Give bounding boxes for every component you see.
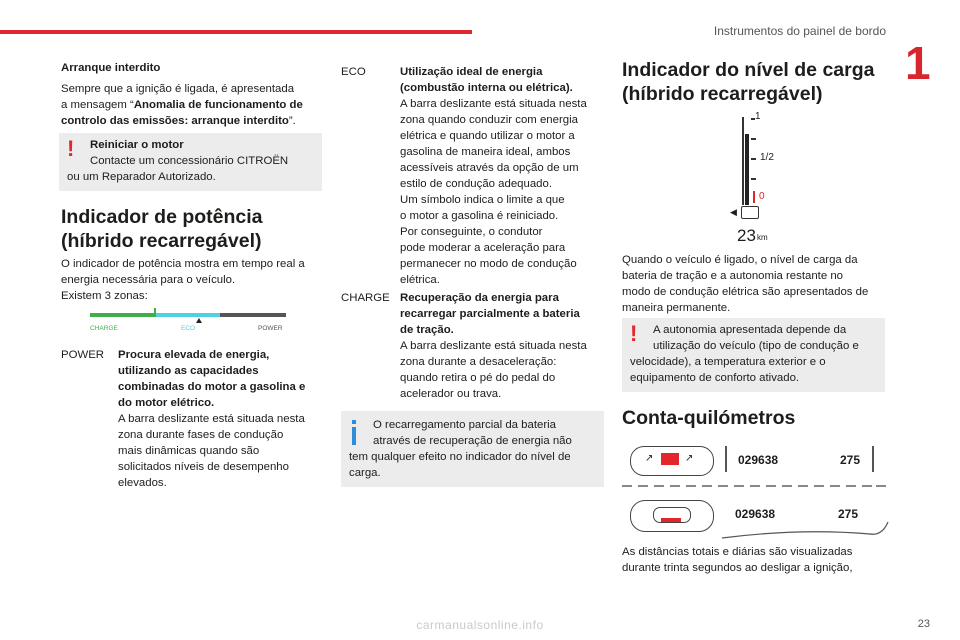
autonomy-warn-3: velocidade), a temperatura exterior e o [630,356,826,368]
power-desc-2: zona durante fases de condução [118,429,284,441]
charge-desc-4: acelerador ou trava. [400,388,502,400]
dash-separator [734,485,744,487]
info-line-1: O recarregamento parcial da bateria [373,419,556,431]
eco-line: elétrica. [400,274,440,286]
dash-separator [638,485,648,487]
range-unit: km [757,233,768,242]
eco-term: ECO [341,66,366,78]
gauge-tick [751,178,756,180]
carga-line-3: modo de condução elétrica são apresentados de [622,286,869,298]
gauge-label-zero: 0 [759,191,765,202]
dash-separator [654,485,664,487]
carga-line-4: maneira permanente. [622,302,731,314]
gauge-label-charge: CHARGE [90,325,118,332]
charge-bold-1: Recuperação da energia para [400,292,559,304]
eco-line: elétrica e quando utilizar o motor a [400,130,575,142]
info-icon-dot [352,420,356,424]
trip-distance: 275 [840,453,861,467]
dash-separator [766,485,776,487]
range-value: 23 [737,226,756,245]
autonomy-warn-4: equipamento de conforto ativado. [630,372,800,384]
gauge-outline [742,117,744,205]
section-title: Instrumentos do painel de bordo [713,24,886,38]
eco-bold-1: Utilização ideal de energia [400,66,543,78]
recharge-info-box [341,411,604,487]
arranque-line-1: Sempre que a ignição é ligada, é apresentada [61,83,295,95]
autonomy-warning-box [622,318,885,392]
power-bold-4: do motor elétrico. [118,397,215,409]
dash-separator [876,485,886,487]
dash-separator [814,485,824,487]
eco-line: gasolina de maneira ideal, ambos [400,146,571,158]
charge-desc-3: quando retira o pé do pedal do [400,372,556,384]
charge-bold-2: recarregar parcialmente a bateria [400,308,580,320]
odometer-line-2: durante trinta segundos ao desligar a ignição, [622,562,853,574]
arranque-line-3 [61,113,296,129]
trip-distance: 275 [838,507,859,521]
gauge-fill-level [745,134,749,205]
eco-description [400,96,587,288]
potencia-heading-2: (híbrido recarregável) [61,230,262,252]
info-line-3: tem qualquer efeito no indicador do nível de [349,451,571,463]
engine-restart-marker-icon [196,318,202,323]
display-curve-outline [720,516,890,540]
power-zone-bar [220,313,286,317]
dash-separator [686,485,696,487]
arranque-line-2a: a mensagem “ [61,99,134,111]
arranque-line-3b: ”. [288,115,296,127]
info-line-4: carga. [349,467,381,479]
power-bold-3: combinadas do motor a gasolina e [118,381,306,393]
instrument-cluster-icon [630,500,714,532]
odometer-highlight [661,453,679,465]
display-divider [872,446,874,472]
total-distance: 029638 [738,453,779,467]
dash-separator [830,485,840,487]
carga-heading-1: Indicador do nível de carga [622,59,875,81]
gauge-tick [751,138,756,140]
charge-zone-bar [90,313,156,317]
power-desc-3: mais dinâmicas quando são [118,445,260,457]
gauge-tick [751,158,756,160]
eco-line: o motor a gasolina é reiniciado. [400,210,559,222]
watermark: carmanualsonline.info [416,618,544,632]
page-number: 23 [917,618,930,630]
warning-exclamation-icon: ! [67,136,75,161]
eco-line: Por conseguinte, o condutor [400,226,543,238]
dash-separator [718,485,728,487]
info-line-2: através de recuperação de energia não [373,435,572,447]
header-red-bar [0,30,472,34]
display-divider [725,446,727,472]
right-dial-needle-icon: ↗ [685,453,694,464]
odometer-highlight [661,518,681,522]
carga-line-2: bateria de tração e a autonomia restante no [622,270,843,282]
power-desc-5: elevados. [118,477,167,489]
eco-line: pode moderar a aceleração para [400,242,566,254]
arranque-line-2b: Anomalia de funcionamento de [133,99,303,111]
eco-line: zona quando conduzir com energia [400,114,578,126]
charge-term: CHARGE [341,292,390,304]
battery-car-icon [741,206,759,219]
dash-separator [670,485,680,487]
gauge-label-power: POWER [258,325,283,332]
total-distance: 029638 [735,507,776,521]
dash-separator [782,485,792,487]
potencia-heading-1: Indicador de potência [61,206,263,228]
carga-line-1: Quando o veículo é ligado, o nível de carga da [622,254,858,266]
gauge-label-full: 1 [755,111,761,122]
eco-line: estilo de condução adequado. [400,178,552,190]
power-bold-1: Procura elevada de energia, [118,349,270,361]
power-bold-2: utilizando as capacidades [118,365,259,377]
gauge-label-half: 1/2 [760,152,774,163]
odometer-line-1: As distâncias totais e diárias são visualizadas [622,546,853,558]
potencia-line-3: Existem 3 zonas: [61,290,148,302]
power-desc-1: A barra deslizante está situada nesta [118,413,305,425]
eco-line: permanecer no modo de condução [400,258,577,270]
eco-zone-bar [156,313,220,317]
arranque-heading: Arranque interdito [61,62,161,74]
charge-desc-2: zona durante a desaceleração: [400,356,557,368]
potencia-line-2: energia necessária para o veículo. [61,274,236,286]
restart-warning-box [59,133,322,191]
charge-bold-3: de tração. [400,324,454,336]
chapter-number: 1 [905,37,931,89]
eco-line: A barra deslizante está situada nesta [400,98,587,110]
eco-line: Um símbolo indica o limite a que [400,194,565,206]
dash-separator [750,485,760,487]
dash-separator [846,485,856,487]
eco-line: acessíveis através da opção de um [400,162,579,174]
dash-separator [862,485,872,487]
dash-separator [798,485,808,487]
warning-title: Reiniciar o motor [90,139,184,151]
instrument-cluster-icon [630,446,714,476]
autonomy-warn-1: A autonomia apresentada depende da [653,324,847,336]
arranque-line-2 [61,97,303,113]
plug-arrow-icon: ◀ [730,207,737,217]
power-desc-4: solicitados níveis de desempenho [118,461,289,473]
autonomy-warn-2: utilização do veículo (tipo de condução e [653,340,859,352]
eco-bold-2: (combustão interna ou elétrica). [400,82,573,94]
warning-line-2: ou um Reparador Autorizado. [67,171,216,183]
dash-separator [702,485,712,487]
charge-level-gauge [725,111,795,249]
gauge-label-eco: ECO [181,325,196,332]
power-gauge-illustration [90,306,290,338]
odometer-heading: Conta-quilómetros [622,407,796,429]
arranque-line-3a: controlo das emissões: arranque interdito [61,115,289,127]
power-term: POWER [61,349,105,361]
warning-line-1: Contacte um concessionário CITROËN [90,155,289,167]
potencia-line-1: O indicador de potência mostra em tempo real a [61,258,305,270]
dash-separator [622,485,632,487]
charge-desc-1: A barra deslizante está situada nesta [400,340,587,352]
carga-heading-2: (híbrido recarregável) [622,83,823,105]
info-icon [352,427,356,445]
reserve-indicator [753,191,755,203]
left-dial-needle-icon: ↗ [645,453,654,464]
warning-exclamation-icon: ! [630,321,638,346]
